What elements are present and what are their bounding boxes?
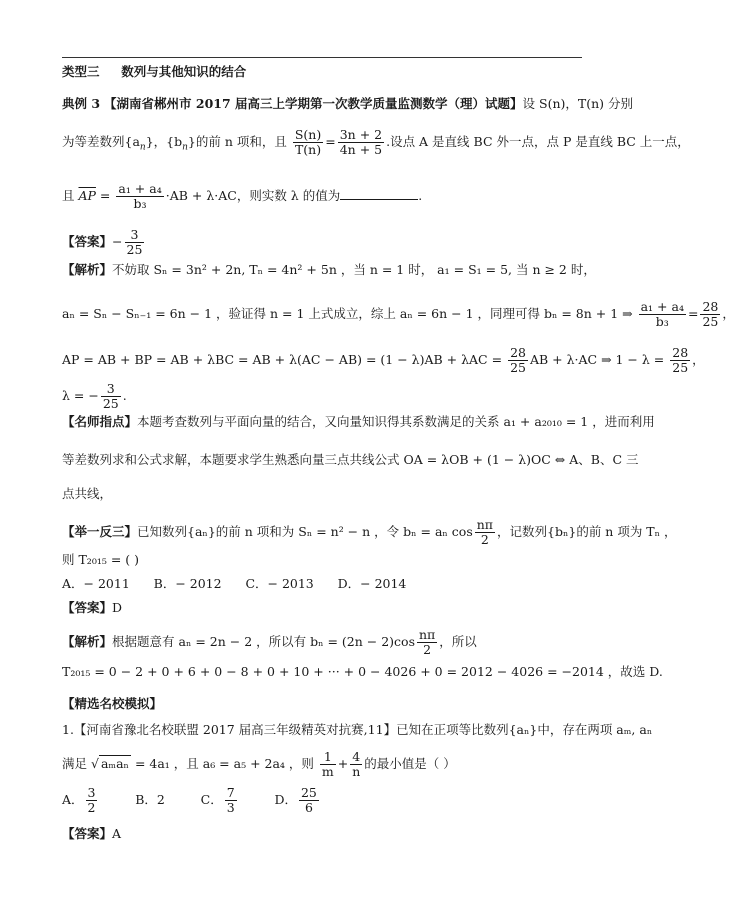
answer-value: D — [112, 600, 123, 615]
fraction-numerator: 3 — [101, 382, 121, 397]
fraction-denominator: 2 — [423, 642, 432, 657]
section-type-label: 类型三 — [62, 64, 100, 79]
option-a: A．− 2011 — [62, 576, 130, 591]
text-fragment: ， — [692, 352, 705, 367]
fraction-numerator: 7 — [226, 785, 235, 800]
section-title: 数列与其他知识的结合 — [121, 64, 247, 79]
tips-line1 — [62, 414, 655, 430]
text-fragment: ，记数列{bₙ}的前 n 项为 Tₙ ， — [497, 524, 677, 539]
text-fragment: 则 T₂₀₁₅ = ( ) — [62, 552, 140, 567]
fraction-numerator: a₁ + a₄ — [118, 181, 162, 196]
practice-label: 【举一反三】 — [62, 524, 138, 539]
text-fragment: 的最小值是（ ） — [364, 756, 456, 771]
fraction-denominator: 25 — [672, 360, 689, 375]
fraction — [508, 346, 528, 375]
fraction — [670, 346, 690, 375]
option-d: D．− 2014 — [337, 576, 407, 591]
header-rule — [62, 57, 582, 58]
fraction — [350, 750, 362, 779]
fraction-denominator: 6 — [304, 800, 313, 815]
example3-line1 — [62, 96, 633, 112]
text-fragment: aₙ = Sₙ − Sₙ₋₁ = 6n − 1 ，验证得 n = 1 上式成立，综上 aₙ = 6n − 1 ，同理可得 bₙ = 8n + 1 ⇒ — [62, 306, 633, 321]
text-fragment: . — [122, 388, 127, 403]
section-heading — [62, 64, 246, 80]
text-fragment: 不妨取 Sₙ = 3n² + 2n, Tₙ = 4n² + 5n ，当 n = 1 时， a₁ = S₁ = 5, 当 n ≥ 2 时， — [112, 262, 596, 277]
tips-line2 — [62, 452, 638, 468]
practice-options — [62, 576, 406, 592]
option-a-fraction — [86, 786, 98, 815]
text-fragment: 1.【河南省豫北名校联盟 2017 届高三年级精英对抗赛,11】已知在正项等比数列{aₙ}中，存在两项 aₘ, aₙ — [62, 722, 653, 737]
fraction-denominator: b₃ — [655, 314, 669, 329]
text-fragment: AP = AB + BP = AB + λBC = AB + λ(AC − AB) = (1 − λ)AB + λAC = — [62, 352, 503, 367]
answer3-line — [62, 826, 121, 842]
text-fragment: 根据题意有 aₙ = 2n − 2 ，所以有 bₙ = (2n − 2)cos — [112, 634, 415, 649]
tips-label: 【名师指点】 — [62, 414, 138, 429]
fraction — [475, 518, 495, 547]
example3-line3: 且 $\overline{AP}$ = $\frac{\text{a₁ + a₄}}{\text{b₃}}$ ·AB + λ·AC，则实数 λ 的值为 . — [62, 181, 423, 211]
fraction — [101, 382, 121, 411]
text-fragment: − — [112, 234, 123, 249]
fraction-denominator: 25 — [702, 314, 719, 329]
analysis2-line1 — [62, 628, 477, 657]
example-line1-tail: 设 S(n)，T(n) 分别 — [522, 96, 634, 111]
fraction-numerator: 28 — [672, 345, 689, 360]
text-fragment: ，则实数 λ 的值为 — [236, 188, 341, 203]
text-fragment: }，{b — [145, 134, 183, 149]
example3-line2: 为等差数列$\{a_n\}$，$\{b_n\}$的前 n 项和，且 $\frac{S(n)}{T(n)}$ = $\frac{3n + 2}{4n + 5}$ .设点 A 是直线 BC 外一点，点 P 是直线 BC 上一点， — [62, 127, 690, 157]
text-fragment: 等差数列求和公式求解，本题要求学生熟悉向量三点共线公式 OA = λOB + (1 − λ)OC ⇔ A、B、C 三 — [62, 452, 639, 467]
option-c-label: C． — [200, 792, 223, 807]
practice-line1 — [62, 518, 677, 547]
text-fragment: 满足 — [62, 756, 88, 771]
analysis1-line4 — [62, 382, 127, 411]
fraction — [125, 228, 145, 257]
answer-value: A — [112, 826, 122, 841]
fraction — [338, 128, 384, 157]
selected-label: 【精选名校模拟】 — [62, 696, 163, 711]
fraction-denominator: 25 — [126, 242, 143, 257]
text-fragment: ， — [722, 306, 735, 321]
analysis2-line2 — [62, 664, 663, 680]
analysis1-line2 — [62, 300, 735, 329]
fraction-numerator: 4 — [350, 750, 362, 765]
fraction-denominator: T(n) — [294, 142, 322, 157]
fraction-numerator: nπ — [419, 627, 436, 642]
fraction-numerator: 25 — [300, 785, 317, 800]
text-fragment: 点共线， — [62, 486, 113, 501]
fraction-denominator: b₃ — [133, 196, 147, 211]
q1-line1 — [62, 722, 652, 738]
selected-heading — [62, 696, 162, 712]
fraction-denominator: 2 — [480, 532, 489, 547]
text-fragment: }的前 n 项和，且 — [187, 134, 287, 149]
text-fragment: ·AB + λ·AC — [165, 188, 237, 203]
fraction — [417, 628, 437, 657]
practice-line2 — [62, 552, 139, 568]
fraction-denominator: 25 — [102, 396, 119, 411]
fraction-numerator: a₁ + a₄ — [640, 299, 684, 314]
vector-ap: $\overline{AP}$ — [78, 188, 96, 203]
option-d-fraction — [299, 786, 319, 815]
text-fragment: 本题考查数列与平面向量的结合，又向量知识得其系数满足的关系 a₁ + a₂₀₁₀ = 1 ，进而利用 — [137, 414, 655, 429]
option-c-fraction — [225, 786, 237, 815]
q1-options — [62, 786, 321, 815]
fraction-numerator: 3n + 2 — [339, 127, 383, 142]
answer1-line — [62, 228, 146, 257]
tips-line3 — [62, 486, 112, 502]
fraction-numerator: S(n) — [294, 127, 322, 142]
answer-label: 【答案】 — [62, 234, 113, 249]
text-fragment: = — [687, 306, 699, 321]
fraction — [639, 300, 686, 329]
text-fragment: λ = − — [62, 388, 99, 403]
text-fragment: 为等差数列{a — [62, 134, 140, 149]
analysis-label: 【解析】 — [62, 634, 113, 649]
text-fragment: 已知数列{aₙ}的前 n 项和为 Sₙ = n² − n ，令 bₙ = aₙ cos — [137, 524, 473, 539]
analysis1-line1 — [62, 262, 596, 278]
q1-line2: 满足 √ aₘaₙ = 4a₁ ，且 a₆ = a₅ + 2a₄ ，则 $\frac{1}{m}$ + $\frac{4}{n}$ 的最小值是（ ） — [62, 749, 456, 779]
answer-blank — [340, 187, 418, 200]
fraction-denominator: 4n + 5 — [339, 142, 383, 157]
fraction-numerator: 28 — [510, 345, 526, 360]
analysis1-line3 — [62, 346, 705, 375]
answer-label: 【答案】 — [62, 600, 113, 615]
fraction — [116, 182, 163, 211]
fraction-denominator: n — [352, 764, 361, 779]
fraction-denominator: 3 — [226, 800, 235, 815]
text-fragment: = 4a₁ ，且 a₆ = a₅ + 2a₄ ，则 — [134, 756, 314, 771]
option-b: B．− 2012 — [153, 576, 222, 591]
example-source: 【湖南省郴州市 2017 届高三上学期第一次教学质量监测数学（理）试题】 — [104, 96, 523, 111]
text-fragment: 且 — [62, 188, 75, 203]
option-b: B．2 — [135, 792, 165, 807]
fraction-numerator: 3 — [125, 228, 145, 243]
fraction-numerator: 3 — [87, 785, 96, 800]
answer-label: 【答案】 — [62, 826, 113, 841]
analysis-label: 【解析】 — [62, 262, 113, 277]
text-fragment: T₂₀₁₅ = 0 − 2 + 0 + 6 + 0 − 8 + 0 + 10 + ··· + 0 − 4026 + 0 = 2012 − 4026 = −2014 ，故选 D. — [62, 664, 663, 679]
text-fragment: AB + λ·AC ⇒ 1 − λ = — [529, 352, 665, 367]
fraction — [700, 300, 720, 329]
text-fragment: .设点 A 是直线 BC 外一点，点 P 是直线 BC 上一点， — [386, 134, 690, 149]
option-d-label: D． — [274, 792, 297, 807]
sqrt-radicand: aₘaₙ — [100, 756, 129, 771]
fraction-numerator: nπ — [476, 517, 494, 532]
fraction-denominator: m — [321, 764, 334, 779]
example-label: 典例 3 — [62, 96, 101, 111]
option-c: C．− 2013 — [245, 576, 314, 591]
fraction-denominator: 25 — [510, 360, 526, 375]
fraction — [293, 128, 323, 157]
option-a-label: A． — [62, 792, 84, 807]
fraction-denominator: 2 — [87, 800, 96, 815]
text-fragment: ，所以 — [439, 634, 477, 649]
fraction-numerator: 1 — [320, 750, 336, 765]
answer2-line — [62, 600, 122, 616]
fraction-numerator: 28 — [702, 299, 719, 314]
fraction — [320, 750, 336, 779]
text-fragment: + — [337, 756, 349, 771]
